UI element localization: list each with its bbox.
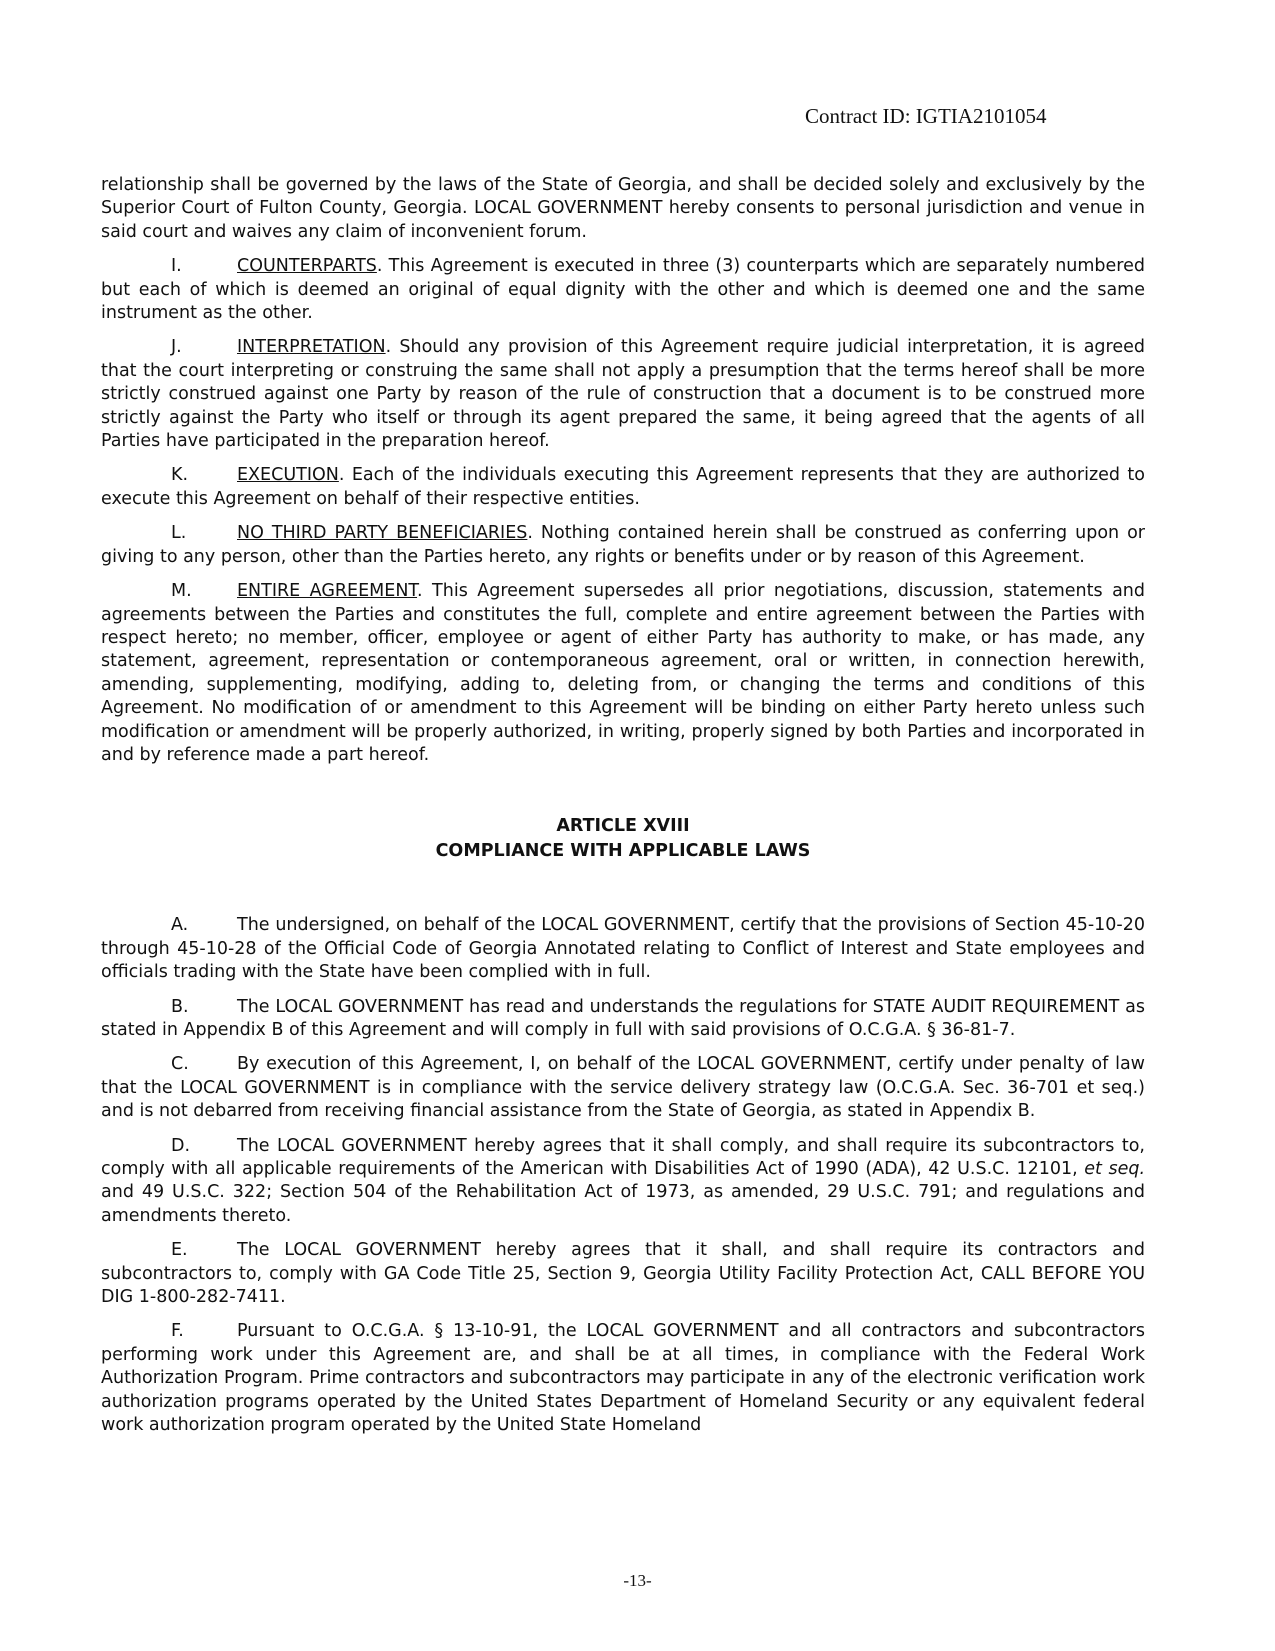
article-title: COMPLIANCE WITH APPLICABLE LAWS bbox=[435, 841, 811, 862]
section-text: . Should any provision of this Agreement require judicial interpretation, it is agreed that the court interpreting or construing the same shall not apply a presumption that the terms hereof shall be more strictly construed against one Party by reason of the rule of construction that a document is to be construed more strictly against the Party who itself or through its agent prepared the same, it being agreed that the agents of all Parties have participated in the preparation hereof. bbox=[101, 337, 1145, 452]
section-text: . Nothing contained herein shall be construed as conferring upon or giving to any person, other than the Parties hereto, any rights or benefits under or by reason of this Agreement. bbox=[101, 523, 1145, 567]
section-text: The LOCAL GOVERNMENT hereby agrees that it shall comply, and shall require its subcontractors to, comply with all applicable requirements of the American with Disabilities Act of 1990 (ADA), 42 U.S.C. 12101, bbox=[101, 1135, 1145, 1179]
section-c-service-delivery bbox=[101, 1053, 1145, 1123]
section-letter: E. bbox=[171, 1240, 188, 1261]
section-letter: C. bbox=[171, 1054, 189, 1075]
intro-paragraph: relationship shall be governed by the laws of the State of Georgia, and shall be decided solely and exclusively by the Superior Court of Fulton County, Georgia. LOCAL GOVERNMENT hereby consents to personal jurisdiction and venue in said court and waives any claim of inconvenient forum. bbox=[101, 175, 1145, 242]
contract-id: Contract ID: IGTIA2101054 bbox=[805, 104, 1047, 128]
section-m-entire-agreement bbox=[101, 580, 1145, 767]
section-l-no-third-party bbox=[101, 522, 1145, 569]
page-number: -13- bbox=[623, 1571, 652, 1590]
article-heading bbox=[101, 814, 1145, 864]
section-text: . This Agreement supersedes all prior negotiations, discussion, statements and agreements between the Parties and constitutes the full, complete and entire agreement between the Parties with respect hereto; no member, officer, employee or agent of either Party has authority to make, or has made, any statement, agreement, representation or contemporaneous agreement, oral or written, in connection herewith, amending, supplementing, modifying, adding to, deleting from, or changing the terms and conditions of this Agreement. No modification of or amendment to this Agreement will be binding on either Party hereto unless such modification or amendment will be properly authorized, in writing, properly signed by both Parties and incorporated in and by reference made a part hereof. bbox=[101, 581, 1146, 765]
section-text: The LOCAL GOVERNMENT hereby agrees that it shall, and shall require its contractors and subcontractors to, comply with GA Code Title 25, Section 9, Georgia Utility Facility Protection Act, CALL BEFORE YOU DIG 1-800-282-7411. bbox=[101, 1240, 1145, 1308]
section-letter: L. bbox=[171, 523, 187, 544]
section-k-execution bbox=[101, 464, 1145, 511]
document-body bbox=[101, 174, 1145, 1448]
section-heading: INTERPRETATION bbox=[237, 337, 386, 358]
section-letter: K. bbox=[171, 465, 189, 486]
section-j-interpretation bbox=[101, 336, 1145, 453]
section-letter: D. bbox=[171, 1135, 191, 1156]
section-text: The LOCAL GOVERNMENT has read and understands the regulations for STATE AUDIT REQUIREMENT as stated in Appendix B of this Agreement and will comply in full with said provisions of O.C.G.A. § 36-81-7. bbox=[101, 996, 1145, 1040]
section-heading: NO THIRD PARTY BENEFICIARIES bbox=[237, 523, 528, 544]
section-text: The undersigned, on behalf of the LOCAL GOVERNMENT, certify that the provisions of Section 45-10-20 through 45-10-28 of the Official Code of Georgia Annotated relating to Conflict of Interest and State employees and officials trading with the State have been complied with in full. bbox=[101, 915, 1145, 983]
section-i-counterparts bbox=[101, 255, 1145, 325]
section-f-work-authorization bbox=[101, 1320, 1145, 1437]
section-heading: COUNTERPARTS bbox=[237, 256, 377, 277]
section-letter: A. bbox=[171, 915, 189, 936]
article-number: ARTICLE XVIII bbox=[556, 816, 690, 837]
section-letter: J. bbox=[171, 337, 182, 358]
section-b-state-audit bbox=[101, 996, 1145, 1043]
section-a-conflict-of-interest bbox=[101, 914, 1145, 984]
section-text: . Each of the individuals executing this Agreement represents that they are authorized to execute this Agreement on behalf of their respective entities. bbox=[101, 465, 1145, 509]
section-text: Pursuant to O.C.G.A. § 13-10-91, the LOCAL GOVERNMENT and all contractors and subcontractors performing work under this Agreement are, and shall be at all times, in compliance with the Federal Work Authorization Program. Prime contractors and subcontractors may participate in any of the electronic verification work authorization programs operated by the United States Department of Homeland Security or any equivalent federal work authorization program operated by the United State Homeland bbox=[101, 1321, 1145, 1436]
section-text-continued: and 49 U.S.C. 322; Section 504 of the Rehabilitation Act of 1973, as amended, 29 U.S.C. 791; and regulations and amendments thereto. bbox=[101, 1182, 1145, 1226]
section-text: . This Agreement is executed in three (3) counterparts which are separately numbered but each of which is deemed an original of equal dignity with the other and which is deemed one and the same instrument as the other. bbox=[101, 256, 1145, 324]
section-letter: I. bbox=[171, 256, 182, 277]
section-heading: ENTIRE AGREEMENT bbox=[237, 581, 418, 602]
section-text-italic: et seq. bbox=[1084, 1159, 1146, 1179]
section-letter: F. bbox=[171, 1321, 184, 1342]
section-heading: EXECUTION bbox=[237, 465, 339, 486]
section-e-call-before-you-dig bbox=[101, 1239, 1145, 1309]
section-text: By execution of this Agreement, I, on behalf of the LOCAL GOVERNMENT, certify under penalty of law that the LOCAL GOVERNMENT is in compliance with the service delivery strategy law (O.C.G.A. Sec. 36-701 et seq.) and is not debarred from receiving financial assistance from the State of Georgia, as stated in Appendix B. bbox=[101, 1054, 1145, 1122]
section-d-ada bbox=[101, 1135, 1145, 1229]
section-letter: M. bbox=[171, 581, 192, 602]
section-letter: B. bbox=[171, 996, 189, 1017]
